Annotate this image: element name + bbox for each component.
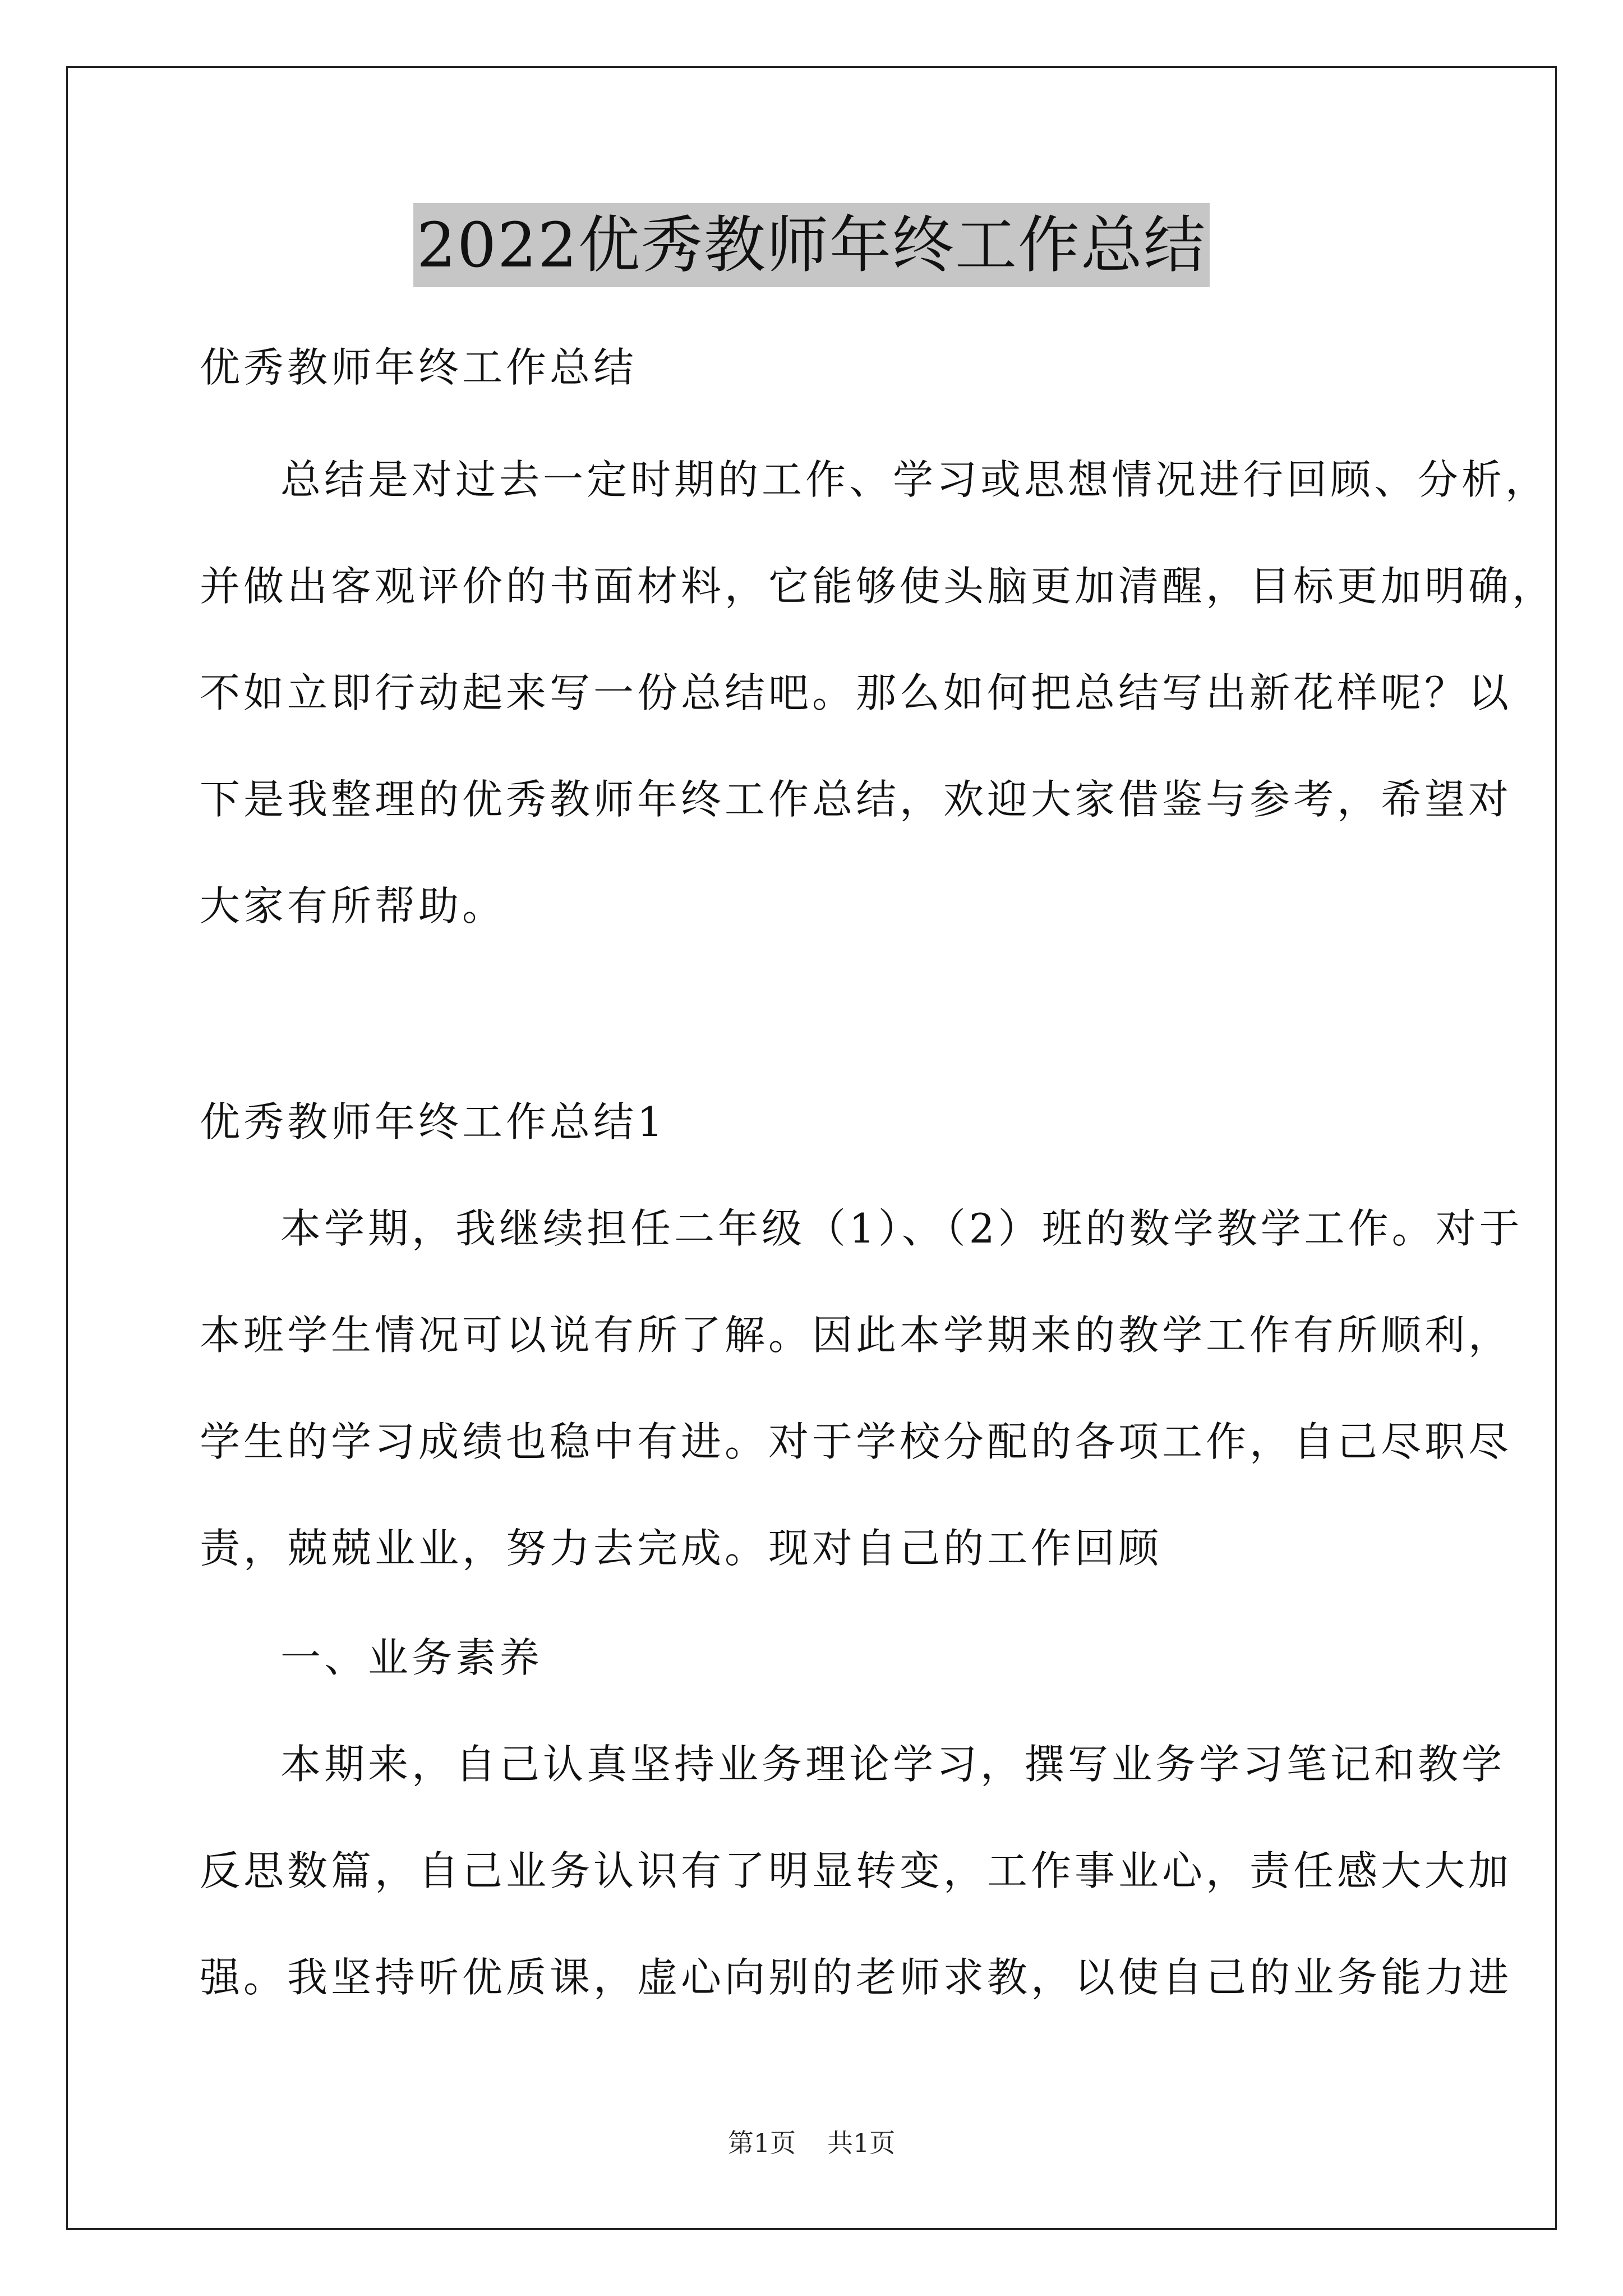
paragraph-line: 本班学生情况可以说有所了解。因此本学期来的教学工作有所顺利， bbox=[200, 1312, 1513, 1359]
page-number: 第1页 bbox=[727, 2128, 796, 2158]
paragraph-line: 大家有所帮助。 bbox=[200, 882, 506, 930]
subsection-heading: 一、业务素养 bbox=[280, 1634, 543, 1681]
paragraph-line: 反思数篇，自己业务认识有了明显转变，工作事业心，责任感大大加 bbox=[200, 1847, 1513, 1894]
paragraph-line: 不如立即行动起来写一份总结吧。那么如何把总结写出新花样呢？以 bbox=[200, 669, 1513, 716]
paragraph-line: 学生的学习成绩也稳中有进。对于学校分配的各项工作，自己尽职尽 bbox=[200, 1418, 1513, 1465]
section-heading: 优秀教师年终工作总结1 bbox=[200, 1098, 666, 1145]
paragraph-line: 强。我坚持听优质课，虚心向别的老师求教，以使自己的业务能力进 bbox=[200, 1954, 1513, 2001]
paragraph-line: 并做出客观评价的书面材料，它能够使头脑更加清醒，目标更加明确， bbox=[200, 563, 1556, 610]
document-title: 2022优秀教师年终工作总结 bbox=[413, 203, 1210, 287]
page-total: 共1页 bbox=[827, 2128, 896, 2158]
title-container bbox=[0, 203, 1623, 287]
page-footer bbox=[0, 2126, 1623, 2160]
paragraph-line: 总结是对过去一定时期的工作、学习或思想情况进行回顾、分析， bbox=[280, 456, 1550, 503]
intro-heading: 优秀教师年终工作总结 bbox=[200, 344, 638, 391]
paragraph-line: 责，兢兢业业，努力去完成。现对自己的工作回顾 bbox=[200, 1525, 1163, 1572]
paragraph-line: 下是我整理的优秀教师年终工作总结，欢迎大家借鉴与参考，希望对 bbox=[200, 776, 1513, 823]
paragraph-line: 本期来，自己认真坚持业务理论学习，撰写业务学习笔记和教学 bbox=[280, 1741, 1506, 1788]
paragraph-line: 本学期，我继续担任二年级（1）、（2）班的数学教学工作。对于 bbox=[280, 1205, 1523, 1252]
